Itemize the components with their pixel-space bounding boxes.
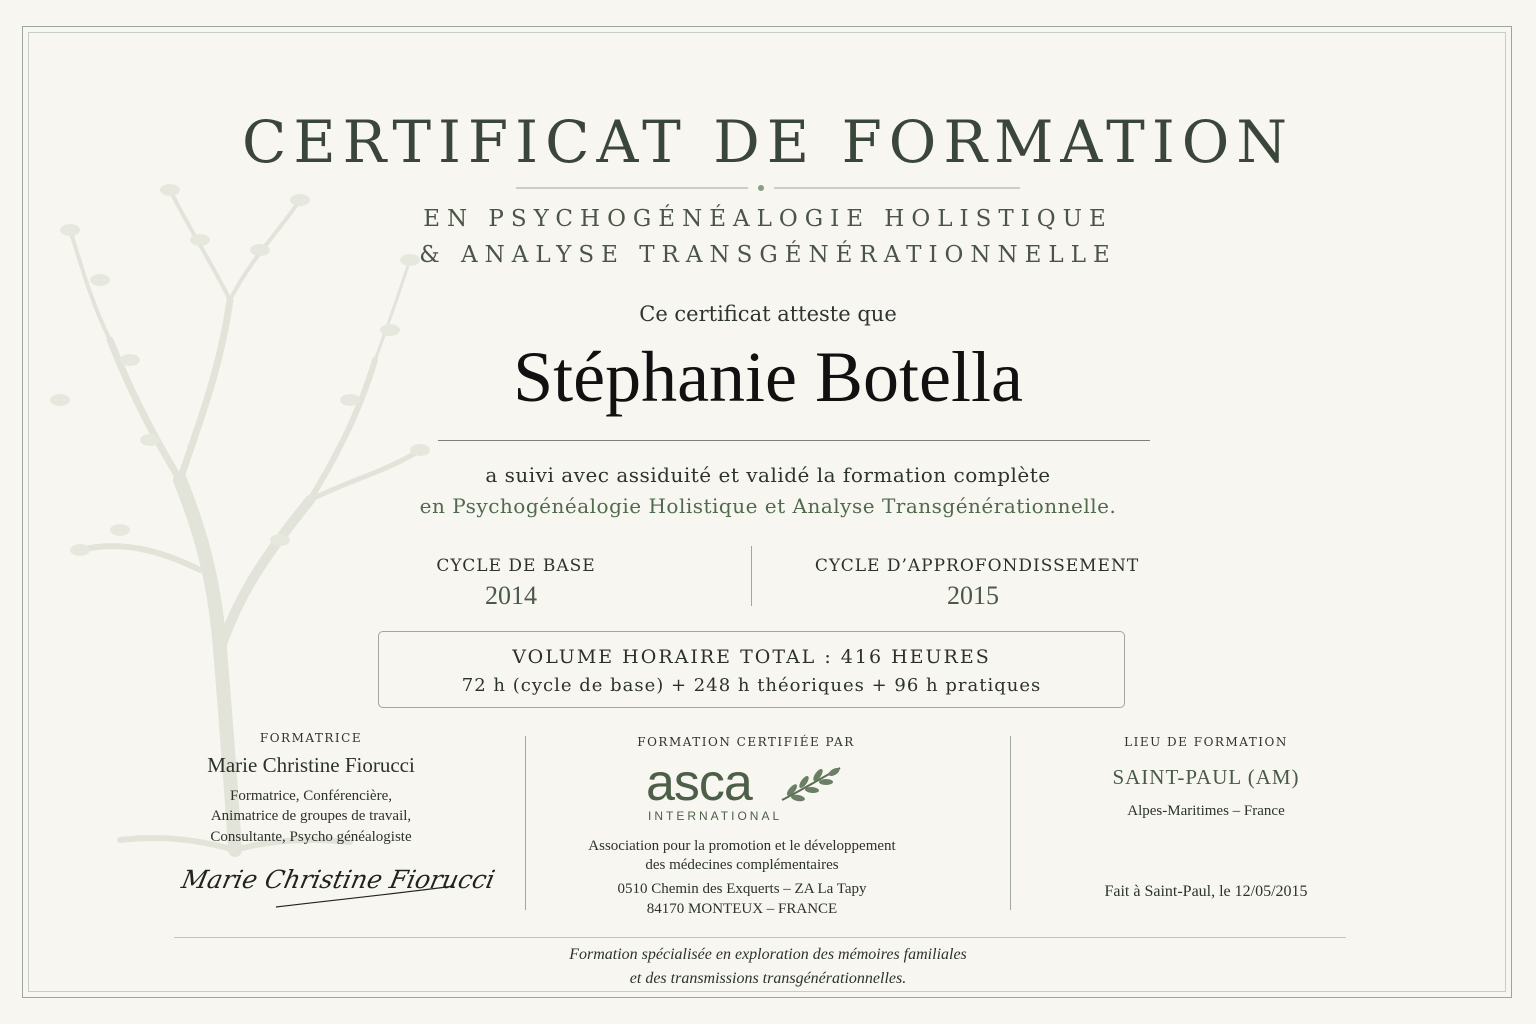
certifier-desc-line-1: Association pour la promotion et le développement: [588, 838, 896, 854]
trainer-role-line-1: Formatrice, Conférencière,: [229, 788, 392, 804]
volume-title: VOLUME HORAIRE TOTAL : 416 HEURES: [512, 646, 991, 668]
olive-branch-icon: [778, 764, 844, 804]
trainer-name: Marie Christine Fiorucci: [207, 753, 415, 777]
asca-logo-subtitle: INTERNATIONAL: [648, 809, 783, 823]
location-label: LIEU DE FORMATION: [1124, 735, 1288, 749]
footer-line-2: et des transmissions transgénérationnelles.: [629, 970, 907, 987]
certifier-desc-line-2: des médecines complémentaires: [645, 857, 839, 873]
recipient-name: Stéphanie Botella: [513, 337, 1023, 417]
footer-divider: [174, 937, 1346, 938]
trainer-role-line-3: Consultante, Psycho généalogiste: [210, 829, 412, 845]
svg-text:Marie Christine Fiorucci: Marie Christine Fiorucci: [179, 865, 498, 894]
location-region: Alpes-Maritimes – France: [1127, 803, 1285, 819]
certifier-address-line-2: 84170 MONTEUX – FRANCE: [646, 901, 838, 917]
description-line-1: a suivi avec assiduité et validé la formation complète: [485, 463, 1051, 487]
cycle-advanced-year: 2015: [947, 581, 999, 610]
trainer-label: FORMATRICE: [259, 731, 363, 745]
certifier-address-line-1: 0510 Chemin des Exquerts – ZA La Tapy: [617, 881, 867, 897]
attest-text: Ce certificat atteste que: [639, 302, 897, 326]
certificate-title: CERTIFICAT DE FORMATION: [241, 108, 1295, 176]
asca-logo-word: asca: [646, 754, 752, 812]
footer-line-1: Formation spécialisée en exploration des mémoires familiales: [569, 946, 967, 963]
issued-date: Fait à Saint-Paul, le 12/05/2015: [1104, 883, 1308, 900]
column-separator-right: [1010, 736, 1011, 910]
cycle-base-label: CYCLE DE BASE: [436, 556, 596, 576]
cycle-base-year: 2014: [485, 581, 537, 610]
name-underline: [438, 440, 1150, 441]
column-separator-left: [525, 736, 526, 910]
subtitle-line-1: EN PSYCHOGÉNÉALOGIE HOLISTIQUE: [423, 206, 1113, 232]
cycle-advanced-label: CYCLE D’APPROFONDISSEMENT: [814, 556, 1140, 576]
trainer-role-line-2: Animatrice de groupes de travail,: [210, 808, 412, 824]
certifier-label: FORMATION CERTIFIÉE PAR: [637, 735, 855, 749]
trainer-signature: [179, 852, 498, 912]
description-line-2: en Psychogénéalogie Holistique et Analyse Transgénérationnelle.: [419, 494, 1117, 518]
volume-detail: 72 h (cycle de base) + 248 h théoriques + 96 h pratiques: [461, 675, 1042, 696]
volume-box: [378, 631, 1125, 708]
title-divider-ornament: [516, 182, 1020, 194]
subtitle-line-2: & ANALYSE TRANSGÉNÉRATIONNELLE: [419, 242, 1117, 268]
location-city: SAINT-PAUL (AM): [1112, 765, 1300, 789]
cycles-separator: [751, 546, 752, 606]
